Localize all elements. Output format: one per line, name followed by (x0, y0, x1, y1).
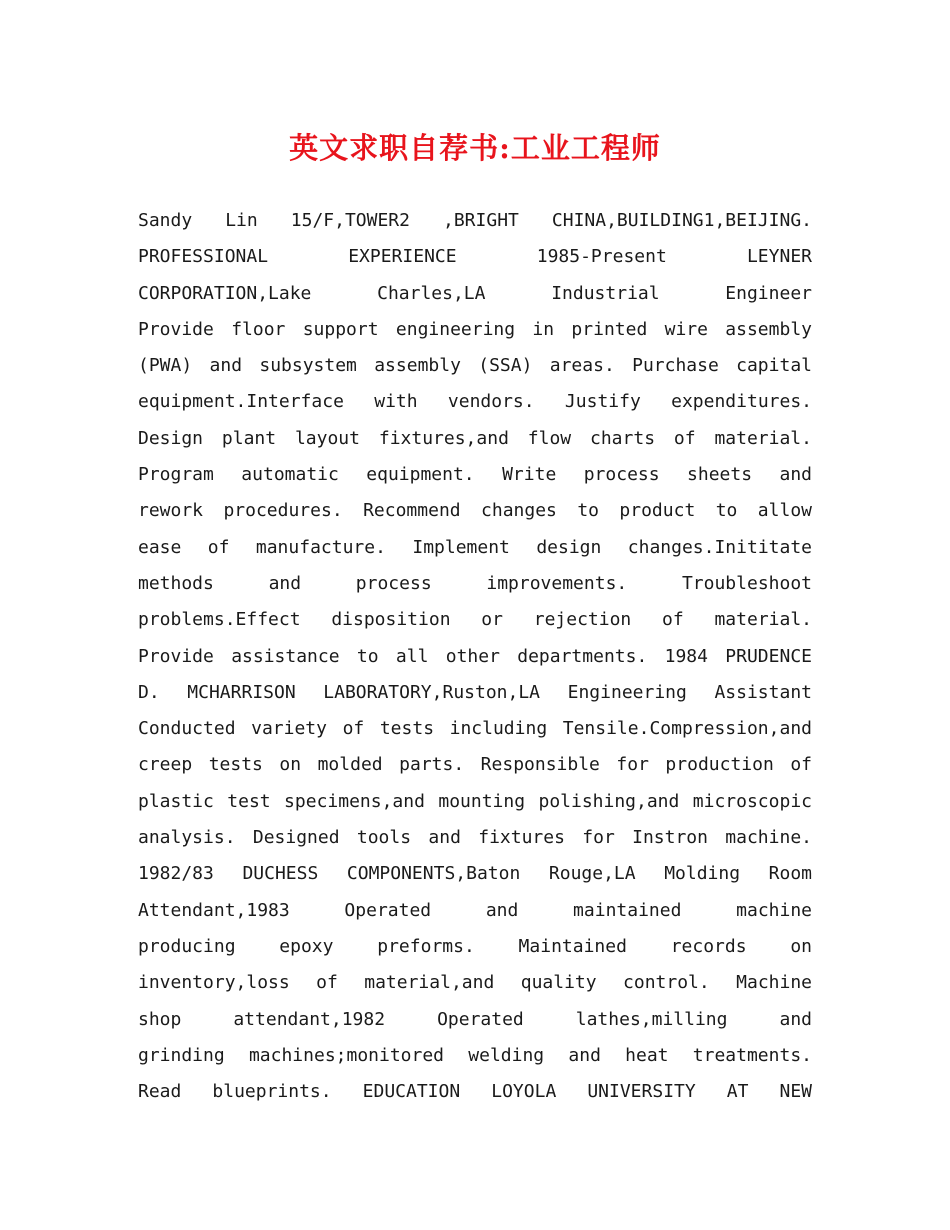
body-line: inventory,loss of material,and quality control. Machine (138, 972, 812, 994)
resume-body (138, 203, 812, 1110)
body-line: rework procedures. Recommend changes to product to allow (138, 500, 812, 522)
document-title: 英文求职自荐书:工业工程师 (289, 131, 661, 165)
body-line: Provide floor support engineering in printed wire assembly (138, 318, 812, 340)
body-line: D. MCHARRISON LABORATORY,Ruston,LA Engineering Assistant (138, 681, 812, 703)
body-line: producing epoxy preforms. Maintained records on (138, 935, 812, 957)
body-line: equipment.Interface with vendors. Justify expenditures. (138, 391, 812, 413)
body-line: shop attendant,1982 Operated lathes,milling and (138, 1008, 812, 1030)
body-line: Program automatic equipment. Write process sheets and (138, 464, 812, 486)
body-line: Attendant,1983 Operated and maintained machine (138, 899, 812, 921)
body-line: Design plant layout fixtures,and flow charts of material. (138, 427, 812, 449)
body-line: Provide assistance to all other departments. 1984 PRUDENCE (138, 645, 812, 667)
body-line: methods and process improvements. Troubleshoot (138, 572, 812, 594)
body-line: 1982/83 DUCHESS COMPONENTS,Baton Rouge,LA Molding Room (138, 863, 812, 885)
body-line: CORPORATION,Lake Charles,LA Industrial Engineer (138, 282, 812, 304)
body-line: analysis. Designed tools and fixtures for Instron machine. (138, 827, 812, 849)
body-line: Read blueprints. EDUCATION LOYOLA UNIVERSITY AT NEW (138, 1081, 812, 1103)
body-line: ease of manufacture. Implement design changes.Inititate (138, 536, 812, 558)
body-line: PROFESSIONAL EXPERIENCE 1985-Present LEYNER (138, 246, 812, 268)
body-line: Sandy Lin 15/F,TOWER2 ,BRIGHT CHINA,BUILDING1,BEIJING. (138, 210, 812, 231)
body-line: creep tests on molded parts. Responsible for production of (138, 754, 812, 776)
body-line: problems.Effect disposition or rejection of material. (138, 609, 812, 631)
body-line: (PWA) and subsystem assembly (SSA) areas. Purchase capital (138, 355, 812, 377)
body-line: grinding machines;monitored welding and heat treatments. (138, 1044, 812, 1066)
body-line: Conducted variety of tests including Tensile.Compression,and (138, 718, 812, 740)
body-line: plastic test specimens,and mounting polishing,and microscopic (138, 790, 812, 812)
